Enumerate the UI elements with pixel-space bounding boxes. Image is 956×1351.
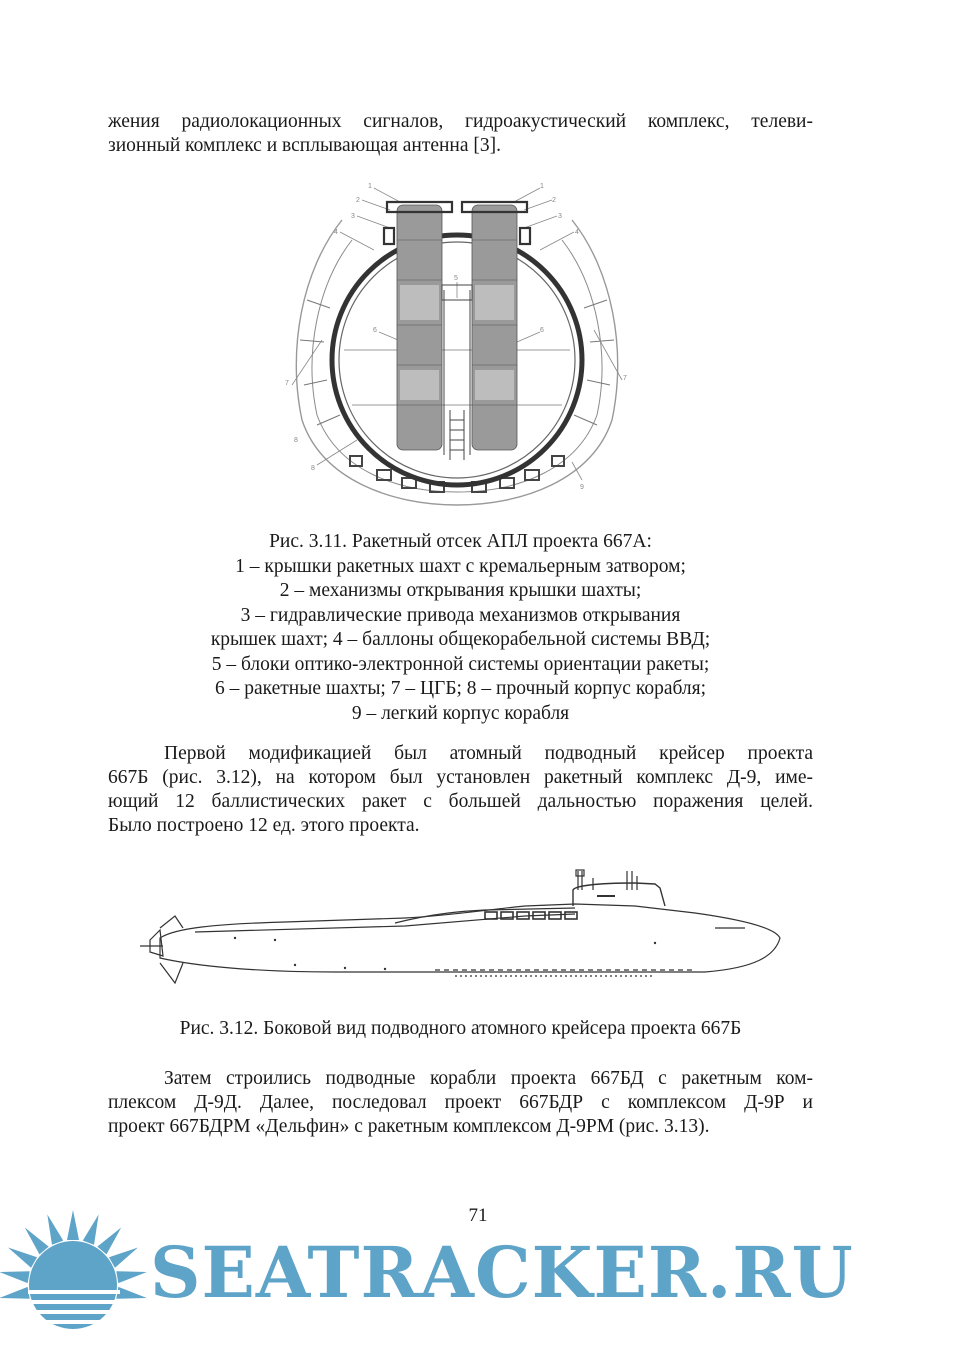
caption-line: 2 – механизмы открывания крышки шахты; [279,580,642,601]
caption-line: Рис. 3.12. Боковой вид подводного атомного крейсера проекта 667Б [179,1018,742,1039]
caption-line: 6 – ракетные шахты; 7 – ЦГБ; 8 – прочный корпус корабля; [214,678,707,699]
caption-line: Рис. 3.11. Ракетный отсек АПЛ проекта 667А: [269,531,652,552]
callout-number: 2 [552,197,556,204]
callout-number: 8 [311,465,315,472]
callout-number: 4 [334,229,338,236]
paragraph-line: проект 667БДРМ «Дельфин» с ракетным комплексом Д-9РМ (рис. 3.13). [108,1116,710,1137]
paragraph-3 [108,1067,813,1139]
paragraph-line: зионный комплекс и всплывающая антенна [3]. [108,135,502,156]
paragraph-2 [108,742,813,838]
callout-number: 8 [294,437,298,444]
paragraph-line: Затем строились подводные корабли проекта 667БД с ракетным ком- [164,1068,813,1089]
callout-number: 1 [540,183,544,190]
caption-line: 1 – крышки ракетных шахт с кремальерным затвором; [235,555,686,577]
caption-line: 9 – легкий корпус корабля [351,702,570,724]
callout-number: 1 [368,183,372,190]
callout-number: 7 [285,380,289,387]
paragraph-1 [108,110,813,158]
callout-number: 6 [373,327,377,334]
callout-number: 3 [351,213,355,220]
page-number: 71 [468,1205,488,1226]
paragraph-line: Первой модификацией был атомный подводный крейсер проекта [164,743,813,764]
paragraph-line: Было построено 12 ед. этого проекта. [108,815,420,836]
caption-line: 3 – гидравлические привода механизмов открывания [240,604,681,626]
missile-compartment-figure [282,180,632,510]
paragraph-line: 667Б (рис. 3.12), на котором был установлен ракетный комплекс Д-9, име- [108,767,813,788]
paragraph-line: ющий 12 баллистических ракет с большей дальностью поражения целей. [108,791,813,812]
callout-number: 9 [580,484,584,491]
watermark-text: SEATRACKER.RU [150,1231,854,1314]
callout-number: 5 [454,275,458,282]
callout-number: 2 [356,197,360,204]
submarine-side-view-figure [135,868,785,993]
paragraph-line: плексом Д-9Д. Далее, последовал проект 667БДР с комплексом Д-9Р и [108,1092,813,1113]
paragraph-line: жения радиолокационных сигналов, гидроакустический комплекс, телеви- [108,111,813,132]
caption-line: крышек шахт; 4 – баллоны общекорабельной системы ВВД; [210,629,711,650]
figure-1-caption [108,530,813,726]
figure-2-caption [108,1017,813,1042]
callout-number: 7 [623,375,627,382]
callout-number: 6 [540,327,544,334]
callout-number: 4 [575,229,579,236]
caption-line: 5 – блоки оптико-электронной системы ориентации ракеты; [211,653,710,675]
callout-number: 3 [558,213,562,220]
